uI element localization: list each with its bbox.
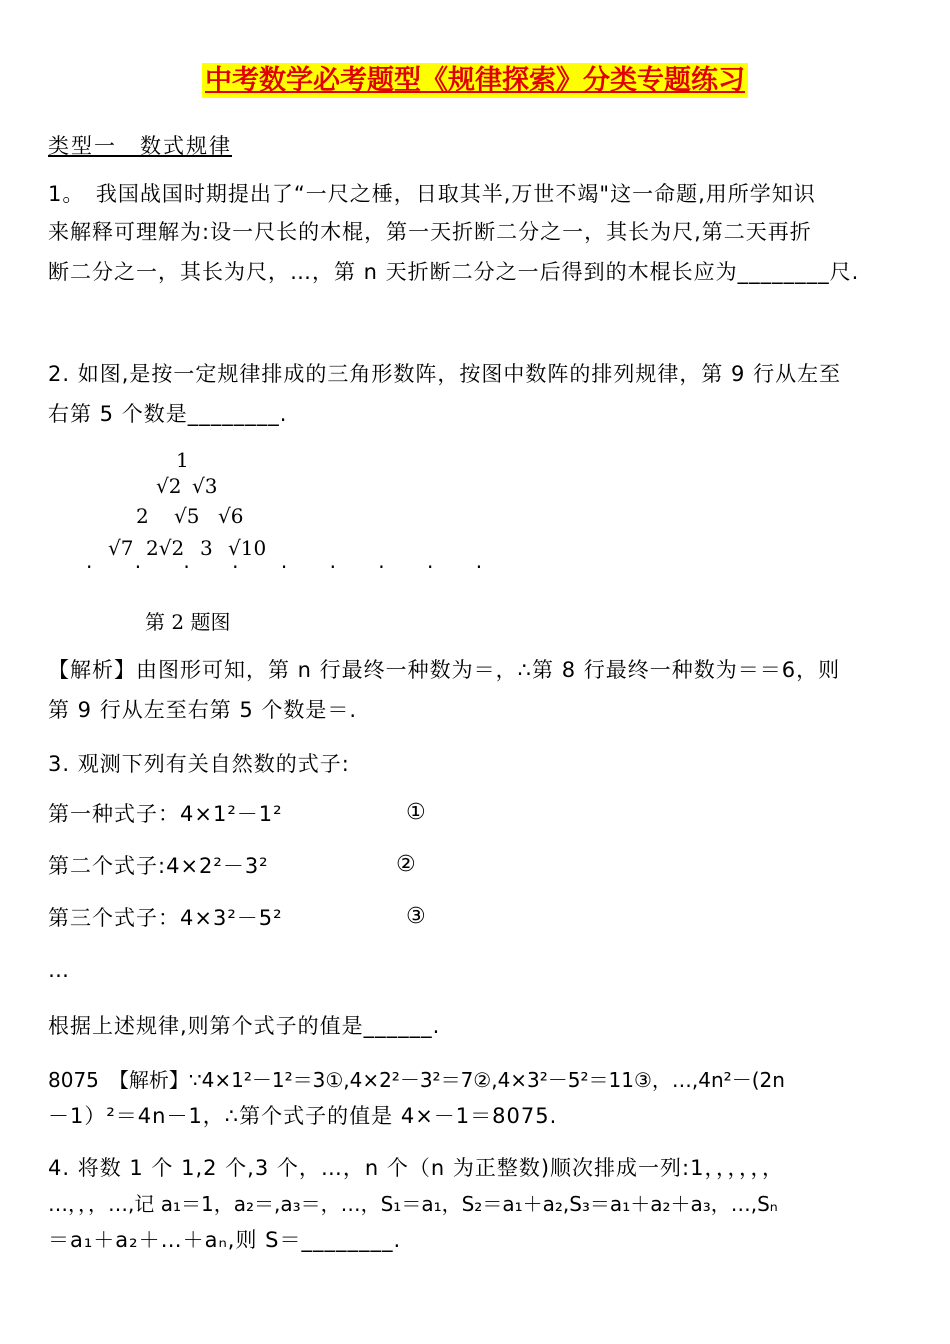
triangle-cell: √10 xyxy=(228,536,267,560)
triangle-cell: 3 xyxy=(200,536,213,560)
q1-line-2: 来解释可理解为:设一尺长的木棍，第一天折断二分之一，其长为尺,第二天再折 xyxy=(48,220,812,244)
q4-line-1: 4. 将数 1 个 1,2 个,3 个，…，n 个（n 为正整数)顺次排成一列:1，，，，，， xyxy=(48,1156,784,1180)
q2-answer-line-2: 第 9 行从左至右第 5 个数是＝. xyxy=(48,698,358,722)
triangle-cell: √3 xyxy=(192,474,218,498)
triangle-cell: √6 xyxy=(218,504,244,528)
q1-line-3: 断二分之一，其长为尺，…，第 n 天折断二分之一后得到的木棍长应为________尺. xyxy=(48,260,860,284)
triangle-cell: 2√2 xyxy=(146,536,185,560)
q3-line-1: 3. 观测下列有关自然数的式子: xyxy=(48,752,350,776)
q2-line-1: 2. 如图,是按一定规律排成的三角形数阵，按图中数阵的排列规律，第 9 行从左至 xyxy=(48,362,842,386)
triangle-cell: √2 xyxy=(156,474,182,498)
formula-3-label: 第三个式子： xyxy=(48,906,180,930)
formula-3 xyxy=(48,900,283,936)
section-heading: 类型一 数式规律 xyxy=(48,134,232,158)
ellipsis: … xyxy=(48,958,70,982)
q3-question: 根据上述规律,则第个式子的值是______. xyxy=(48,1014,441,1038)
title-text: 中考数学必考题型《规律探索》分类专题练习 xyxy=(202,63,748,98)
q2-line-2: 右第 5 个数是________. xyxy=(48,402,288,426)
formula-2-expr: 4×2²－3² xyxy=(166,854,269,878)
triangle-dots: · · · · · · · · · xyxy=(86,555,501,579)
formula-2-label: 第二个式子: xyxy=(48,854,167,878)
q2-answer-line-1: 【解析】由图形可知，第 n 行最终一种数为＝，∴第 8 行最终一种数为＝＝6，则 xyxy=(48,658,841,682)
formula-2 xyxy=(48,848,269,884)
circled-mark-3: ③ xyxy=(406,904,426,929)
q3-answer-line-1: 8075 【解析】∵4×1²－1²＝3①,4×2²－3²＝7②,4×3²－5²＝11③，…,4n²－(2n xyxy=(48,1068,785,1092)
triangle-cell: √5 xyxy=(174,504,200,528)
circled-mark-1: ① xyxy=(406,800,426,825)
triangle-cell: 2 xyxy=(136,504,149,528)
formula-1 xyxy=(48,796,283,832)
q3-answer-line-2: －1）²＝4n－1，∴第个式子的值是 4×－1＝8075. xyxy=(48,1104,558,1128)
formula-1-expr: 4×1²－1² xyxy=(180,802,283,826)
document-title xyxy=(0,58,950,97)
formula-1-label: 第一种式子： xyxy=(48,802,180,826)
figure-caption: 第 2 题图 xyxy=(145,610,231,634)
q4-line-2: …，，，…,记 a₁＝1，a₂＝,a₃＝，…，S₁＝a₁，S₂＝a₁＋a₂,S₃＝a₁＋a₂＋a₃，…,Sₙ xyxy=(48,1192,778,1216)
triangle-cell: √7 xyxy=(108,536,134,560)
triangle-row-1: 1 xyxy=(176,448,189,472)
circled-mark-2: ② xyxy=(396,852,416,877)
q1-line-1: 1。 我国战国时期提出了“一尺之棰，日取其半,万世不竭"这一命题,用所学知识 xyxy=(48,182,816,206)
formula-3-expr: 4×3²－5² xyxy=(180,906,283,930)
q4-line-3: ＝a₁＋a₂＋…＋aₙ,则 S＝________. xyxy=(48,1228,402,1252)
